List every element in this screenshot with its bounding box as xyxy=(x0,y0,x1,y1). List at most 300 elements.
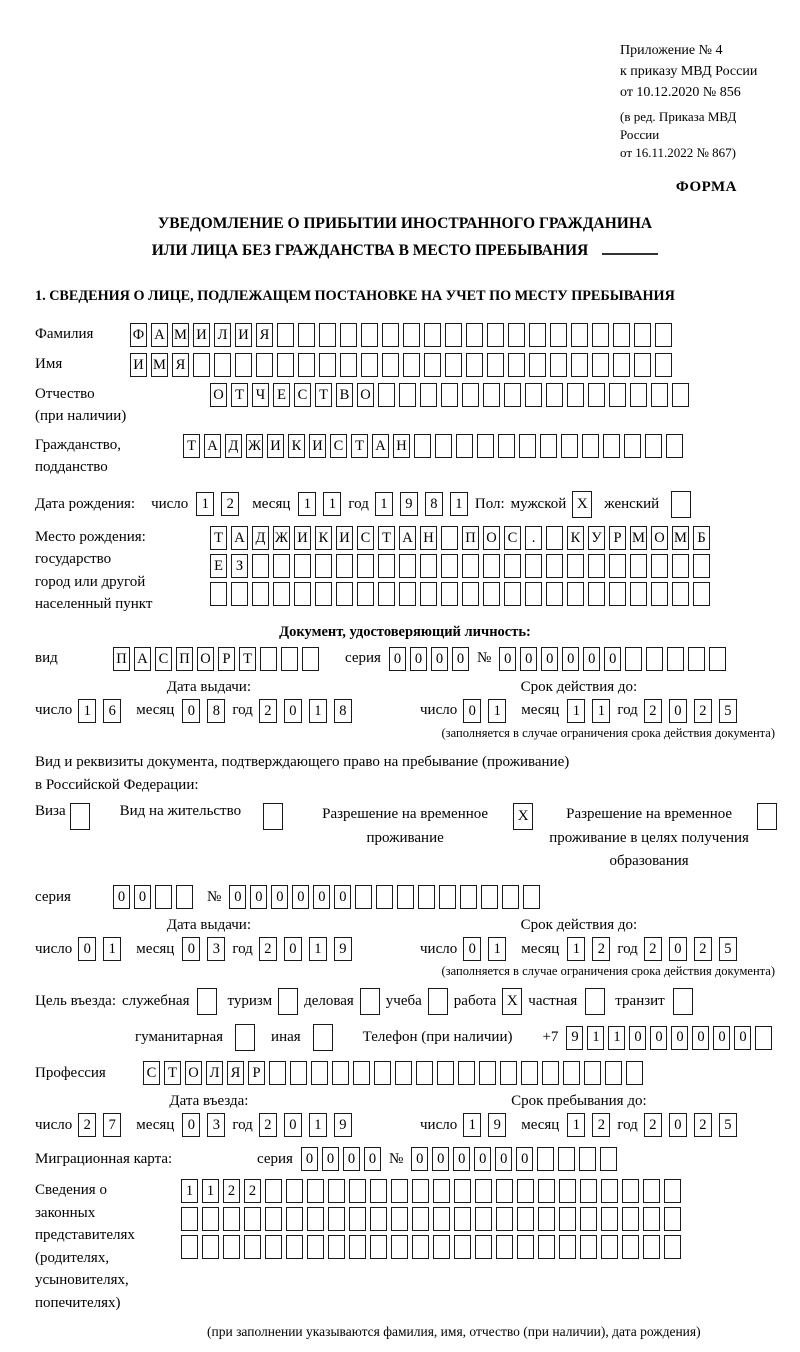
char-cell[interactable]: 0 xyxy=(692,1026,709,1050)
char-cell-empty[interactable] xyxy=(441,554,458,578)
char-cell-empty[interactable] xyxy=(601,1207,618,1231)
char-cell[interactable]: 3 xyxy=(207,1113,225,1137)
visa-checkbox[interactable] xyxy=(70,803,90,830)
char-cell[interactable]: Е xyxy=(273,383,290,407)
char-cell[interactable]: 0 xyxy=(516,1147,533,1171)
char-cell-empty[interactable] xyxy=(307,1207,324,1231)
char-cell-empty[interactable] xyxy=(202,1235,219,1259)
char-cell-empty[interactable] xyxy=(529,323,546,347)
char-cell[interactable]: И xyxy=(336,526,353,550)
char-cell[interactable]: 0 xyxy=(474,1147,491,1171)
char-cell-empty[interactable] xyxy=(630,582,647,606)
char-cell[interactable]: У xyxy=(588,526,605,550)
purpose-study-checkbox[interactable] xyxy=(428,988,448,1015)
char-cell[interactable]: Я xyxy=(172,353,189,377)
char-cell[interactable]: 9 xyxy=(334,1113,352,1137)
char-cell[interactable]: 1 xyxy=(103,937,121,961)
char-cell-empty[interactable] xyxy=(441,582,458,606)
char-cell-empty[interactable] xyxy=(571,323,588,347)
char-cell-empty[interactable] xyxy=(155,885,172,909)
char-cell-empty[interactable] xyxy=(214,353,231,377)
char-cell[interactable]: Ч xyxy=(252,383,269,407)
char-cell-empty[interactable] xyxy=(559,1207,576,1231)
char-cell-empty[interactable] xyxy=(378,383,395,407)
char-cell[interactable]: М xyxy=(672,526,689,550)
char-cell[interactable]: В xyxy=(336,383,353,407)
char-cell[interactable]: Р xyxy=(248,1061,265,1085)
purpose-humanitarian-checkbox[interactable] xyxy=(235,1024,255,1051)
char-cell[interactable]: 5 xyxy=(719,1113,737,1137)
char-cell-empty[interactable] xyxy=(538,1235,555,1259)
char-cell-empty[interactable] xyxy=(235,353,252,377)
char-cell[interactable]: 0 xyxy=(134,885,151,909)
char-cell-empty[interactable] xyxy=(265,1207,282,1231)
char-cell[interactable]: 0 xyxy=(313,885,330,909)
char-cell-empty[interactable] xyxy=(286,1179,303,1203)
char-cell-empty[interactable] xyxy=(340,353,357,377)
char-cell-empty[interactable] xyxy=(370,1179,387,1203)
char-cell[interactable]: О xyxy=(357,383,374,407)
char-cell-empty[interactable] xyxy=(567,554,584,578)
char-cell-empty[interactable] xyxy=(651,554,668,578)
char-cell[interactable]: 2 xyxy=(259,937,277,961)
char-cell[interactable]: 0 xyxy=(463,937,481,961)
char-cell[interactable]: 0 xyxy=(301,1147,318,1171)
char-cell-empty[interactable] xyxy=(525,554,542,578)
char-cell[interactable]: 1 xyxy=(608,1026,625,1050)
char-cell-empty[interactable] xyxy=(504,582,521,606)
char-cell-empty[interactable] xyxy=(273,554,290,578)
char-cell[interactable]: 0 xyxy=(669,699,687,723)
char-cell-empty[interactable] xyxy=(546,554,563,578)
char-cell-empty[interactable] xyxy=(462,582,479,606)
char-cell-empty[interactable] xyxy=(561,434,578,458)
char-cell-empty[interactable] xyxy=(466,353,483,377)
char-cell[interactable]: 1 xyxy=(567,1113,585,1137)
char-cell-empty[interactable] xyxy=(454,1179,471,1203)
purpose-other-checkbox[interactable] xyxy=(313,1024,333,1051)
char-cell[interactable]: 0 xyxy=(292,885,309,909)
char-cell-empty[interactable] xyxy=(244,1207,261,1231)
char-cell-empty[interactable] xyxy=(328,1207,345,1231)
char-cell-empty[interactable] xyxy=(709,647,726,671)
char-cell-empty[interactable] xyxy=(395,1061,412,1085)
char-cell-empty[interactable] xyxy=(437,1061,454,1085)
char-cell-empty[interactable] xyxy=(546,582,563,606)
purpose-tourism-checkbox[interactable] xyxy=(278,988,298,1015)
char-cell-empty[interactable] xyxy=(625,647,642,671)
char-cell[interactable]: 8 xyxy=(207,699,225,723)
char-cell-empty[interactable] xyxy=(391,1207,408,1231)
char-cell-empty[interactable] xyxy=(475,1235,492,1259)
char-cell[interactable]: 0 xyxy=(499,647,516,671)
char-cell[interactable]: 3 xyxy=(207,937,225,961)
char-cell-empty[interactable] xyxy=(399,582,416,606)
char-cell[interactable]: 0 xyxy=(734,1026,751,1050)
char-cell-empty[interactable] xyxy=(202,1207,219,1231)
char-cell-empty[interactable] xyxy=(558,1147,575,1171)
char-cell[interactable]: П xyxy=(176,647,193,671)
char-cell-empty[interactable] xyxy=(693,582,710,606)
char-cell[interactable]: 2 xyxy=(244,1179,261,1203)
char-cell-empty[interactable] xyxy=(370,1207,387,1231)
char-cell-empty[interactable] xyxy=(462,554,479,578)
char-cell[interactable]: 0 xyxy=(343,1147,360,1171)
char-cell-empty[interactable] xyxy=(563,1061,580,1085)
char-cell-empty[interactable] xyxy=(445,323,462,347)
char-cell-empty[interactable] xyxy=(672,554,689,578)
char-cell-empty[interactable] xyxy=(328,1179,345,1203)
char-cell-empty[interactable] xyxy=(252,554,269,578)
char-cell-empty[interactable] xyxy=(546,526,563,550)
char-cell-empty[interactable] xyxy=(361,323,378,347)
char-cell-empty[interactable] xyxy=(433,1235,450,1259)
char-cell[interactable]: Т xyxy=(315,383,332,407)
char-cell-empty[interactable] xyxy=(420,383,437,407)
char-cell[interactable]: П xyxy=(113,647,130,671)
char-cell-empty[interactable] xyxy=(664,1235,681,1259)
char-cell[interactable]: 1 xyxy=(463,1113,481,1137)
char-cell-empty[interactable] xyxy=(584,1061,601,1085)
char-cell-empty[interactable] xyxy=(483,554,500,578)
char-cell-empty[interactable] xyxy=(646,647,663,671)
char-cell[interactable]: 9 xyxy=(488,1113,506,1137)
char-cell[interactable]: О xyxy=(197,647,214,671)
char-cell[interactable]: 1 xyxy=(309,937,327,961)
char-cell-empty[interactable] xyxy=(315,582,332,606)
char-cell-empty[interactable] xyxy=(193,353,210,377)
char-cell[interactable]: О xyxy=(185,1061,202,1085)
char-cell-empty[interactable] xyxy=(269,1061,286,1085)
char-cell-empty[interactable] xyxy=(643,1179,660,1203)
char-cell-empty[interactable] xyxy=(651,383,668,407)
char-cell-empty[interactable] xyxy=(521,1061,538,1085)
char-cell-empty[interactable] xyxy=(399,554,416,578)
char-cell-empty[interactable] xyxy=(223,1235,240,1259)
char-cell[interactable]: А xyxy=(204,434,221,458)
char-cell-empty[interactable] xyxy=(281,647,298,671)
char-cell[interactable]: 1 xyxy=(309,1113,327,1137)
char-cell[interactable]: 0 xyxy=(284,1113,302,1137)
char-cell-empty[interactable] xyxy=(361,353,378,377)
char-cell-empty[interactable] xyxy=(755,1026,772,1050)
char-cell-empty[interactable] xyxy=(353,1061,370,1085)
char-cell[interactable]: И xyxy=(309,434,326,458)
char-cell[interactable]: М xyxy=(630,526,647,550)
char-cell-empty[interactable] xyxy=(538,1179,555,1203)
char-cell-empty[interactable] xyxy=(622,1207,639,1231)
char-cell-empty[interactable] xyxy=(571,353,588,377)
purpose-business-checkbox[interactable] xyxy=(360,988,380,1015)
char-cell[interactable]: 1 xyxy=(202,1179,219,1203)
char-cell[interactable]: 0 xyxy=(520,647,537,671)
char-cell-empty[interactable] xyxy=(645,434,662,458)
char-cell[interactable]: К xyxy=(288,434,305,458)
char-cell[interactable]: 0 xyxy=(583,647,600,671)
char-cell-empty[interactable] xyxy=(277,353,294,377)
char-cell[interactable]: 0 xyxy=(322,1147,339,1171)
char-cell-empty[interactable] xyxy=(567,582,584,606)
char-cell-empty[interactable] xyxy=(441,526,458,550)
char-cell[interactable]: 0 xyxy=(250,885,267,909)
char-cell[interactable]: Л xyxy=(214,323,231,347)
char-cell[interactable]: 2 xyxy=(694,937,712,961)
char-cell-empty[interactable] xyxy=(688,647,705,671)
char-cell-empty[interactable] xyxy=(349,1179,366,1203)
char-cell-empty[interactable] xyxy=(252,582,269,606)
char-cell[interactable]: Т xyxy=(231,383,248,407)
char-cell-empty[interactable] xyxy=(630,554,647,578)
char-cell-empty[interactable] xyxy=(420,582,437,606)
char-cell-empty[interactable] xyxy=(391,1235,408,1259)
char-cell-empty[interactable] xyxy=(307,1179,324,1203)
char-cell[interactable]: Е xyxy=(210,554,227,578)
char-cell[interactable]: 2 xyxy=(259,699,277,723)
purpose-work-checkbox[interactable]: X xyxy=(502,988,522,1015)
char-cell[interactable]: 2 xyxy=(694,699,712,723)
char-cell[interactable]: И xyxy=(235,323,252,347)
char-cell[interactable]: 1 xyxy=(567,699,585,723)
char-cell-empty[interactable] xyxy=(302,647,319,671)
char-cell-empty[interactable] xyxy=(582,434,599,458)
char-cell[interactable]: 9 xyxy=(566,1026,583,1050)
char-cell-empty[interactable] xyxy=(609,582,626,606)
char-cell-empty[interactable] xyxy=(502,885,519,909)
char-cell-empty[interactable] xyxy=(567,383,584,407)
char-cell[interactable]: 0 xyxy=(334,885,351,909)
char-cell-empty[interactable] xyxy=(294,582,311,606)
char-cell-empty[interactable] xyxy=(504,383,521,407)
char-cell[interactable]: 0 xyxy=(463,699,481,723)
char-cell[interactable]: 0 xyxy=(389,647,406,671)
char-cell[interactable]: К xyxy=(567,526,584,550)
char-cell-empty[interactable] xyxy=(357,554,374,578)
char-cell-empty[interactable] xyxy=(588,383,605,407)
char-cell-empty[interactable] xyxy=(403,323,420,347)
char-cell-empty[interactable] xyxy=(529,353,546,377)
char-cell-empty[interactable] xyxy=(609,383,626,407)
char-cell-empty[interactable] xyxy=(693,554,710,578)
char-cell-empty[interactable] xyxy=(643,1207,660,1231)
char-cell-empty[interactable] xyxy=(349,1207,366,1231)
char-cell-empty[interactable] xyxy=(311,1061,328,1085)
char-cell[interactable]: 1 xyxy=(375,492,393,516)
char-cell-empty[interactable] xyxy=(424,353,441,377)
char-cell-empty[interactable] xyxy=(294,554,311,578)
char-cell[interactable]: Р xyxy=(218,647,235,671)
char-cell-empty[interactable] xyxy=(609,554,626,578)
char-cell-empty[interactable] xyxy=(403,353,420,377)
char-cell-empty[interactable] xyxy=(435,434,452,458)
char-cell-empty[interactable] xyxy=(397,885,414,909)
char-cell-empty[interactable] xyxy=(483,582,500,606)
char-cell[interactable]: Л xyxy=(206,1061,223,1085)
char-cell[interactable]: Д xyxy=(252,526,269,550)
char-cell-empty[interactable] xyxy=(336,582,353,606)
char-cell[interactable]: 5 xyxy=(719,699,737,723)
char-cell-empty[interactable] xyxy=(355,885,372,909)
char-cell-empty[interactable] xyxy=(603,434,620,458)
char-cell[interactable]: С xyxy=(155,647,172,671)
char-cell[interactable]: 0 xyxy=(411,1147,428,1171)
char-cell[interactable]: И xyxy=(294,526,311,550)
char-cell[interactable]: А xyxy=(231,526,248,550)
char-cell-empty[interactable] xyxy=(508,323,525,347)
char-cell-empty[interactable] xyxy=(483,383,500,407)
char-cell-empty[interactable] xyxy=(496,1235,513,1259)
char-cell[interactable]: О xyxy=(483,526,500,550)
char-cell-empty[interactable] xyxy=(666,434,683,458)
char-cell-empty[interactable] xyxy=(256,353,273,377)
purpose-transit-checkbox[interactable] xyxy=(673,988,693,1015)
char-cell-empty[interactable] xyxy=(265,1179,282,1203)
char-cell-empty[interactable] xyxy=(605,1061,622,1085)
char-cell[interactable]: Т xyxy=(351,434,368,458)
char-cell[interactable]: 5 xyxy=(719,937,737,961)
char-cell-empty[interactable] xyxy=(319,323,336,347)
char-cell[interactable]: 1 xyxy=(488,937,506,961)
char-cell-empty[interactable] xyxy=(223,1207,240,1231)
char-cell-empty[interactable] xyxy=(328,1235,345,1259)
char-cell-empty[interactable] xyxy=(479,1061,496,1085)
char-cell[interactable]: 0 xyxy=(669,937,687,961)
char-cell-empty[interactable] xyxy=(537,1147,554,1171)
char-cell-empty[interactable] xyxy=(672,582,689,606)
char-cell-empty[interactable] xyxy=(613,353,630,377)
char-cell-empty[interactable] xyxy=(244,1235,261,1259)
char-cell[interactable]: 0 xyxy=(562,647,579,671)
char-cell-empty[interactable] xyxy=(580,1179,597,1203)
char-cell[interactable]: 0 xyxy=(713,1026,730,1050)
char-cell-empty[interactable] xyxy=(613,323,630,347)
char-cell-empty[interactable] xyxy=(655,323,672,347)
char-cell-empty[interactable] xyxy=(414,434,431,458)
char-cell-empty[interactable] xyxy=(412,1207,429,1231)
char-cell-empty[interactable] xyxy=(622,1179,639,1203)
char-cell-empty[interactable] xyxy=(456,434,473,458)
char-cell-empty[interactable] xyxy=(540,434,557,458)
char-cell[interactable]: 0 xyxy=(604,647,621,671)
char-cell[interactable]: 1 xyxy=(298,492,316,516)
char-cell[interactable]: 0 xyxy=(271,885,288,909)
char-cell-empty[interactable] xyxy=(592,353,609,377)
char-cell[interactable]: 7 xyxy=(103,1113,121,1137)
char-cell-empty[interactable] xyxy=(519,434,536,458)
char-cell[interactable]: А xyxy=(151,323,168,347)
char-cell[interactable]: 9 xyxy=(400,492,418,516)
char-cell-empty[interactable] xyxy=(517,1235,534,1259)
char-cell[interactable]: 8 xyxy=(425,492,443,516)
char-cell-empty[interactable] xyxy=(181,1207,198,1231)
char-cell[interactable]: О xyxy=(651,526,668,550)
char-cell[interactable]: 0 xyxy=(495,1147,512,1171)
char-cell[interactable]: П xyxy=(462,526,479,550)
char-cell[interactable]: С xyxy=(143,1061,160,1085)
char-cell-empty[interactable] xyxy=(592,323,609,347)
char-cell-empty[interactable] xyxy=(546,383,563,407)
char-cell-empty[interactable] xyxy=(458,1061,475,1085)
char-cell[interactable]: Т xyxy=(164,1061,181,1085)
char-cell-empty[interactable] xyxy=(382,353,399,377)
char-cell-empty[interactable] xyxy=(559,1179,576,1203)
temp-residence-edu-checkbox[interactable] xyxy=(757,803,777,830)
char-cell[interactable]: 0 xyxy=(284,699,302,723)
char-cell[interactable]: И xyxy=(193,323,210,347)
char-cell-empty[interactable] xyxy=(416,1061,433,1085)
char-cell-empty[interactable] xyxy=(655,353,672,377)
char-cell-empty[interactable] xyxy=(626,1061,643,1085)
char-cell-empty[interactable] xyxy=(336,554,353,578)
purpose-private-checkbox[interactable] xyxy=(585,988,605,1015)
char-cell[interactable]: 2 xyxy=(644,699,662,723)
char-cell-empty[interactable] xyxy=(349,1235,366,1259)
char-cell-empty[interactable] xyxy=(277,323,294,347)
char-cell-empty[interactable] xyxy=(460,885,477,909)
char-cell[interactable]: Н xyxy=(393,434,410,458)
char-cell[interactable]: 0 xyxy=(432,1147,449,1171)
char-cell[interactable]: 0 xyxy=(669,1113,687,1137)
char-cell-empty[interactable] xyxy=(588,582,605,606)
char-cell-empty[interactable] xyxy=(634,323,651,347)
char-cell[interactable]: 1 xyxy=(587,1026,604,1050)
char-cell[interactable]: 0 xyxy=(182,699,200,723)
char-cell-empty[interactable] xyxy=(550,323,567,347)
char-cell[interactable]: 0 xyxy=(229,885,246,909)
purpose-official-checkbox[interactable] xyxy=(197,988,217,1015)
char-cell-empty[interactable] xyxy=(454,1207,471,1231)
char-cell[interactable]: . xyxy=(525,526,542,550)
char-cell[interactable]: Я xyxy=(256,323,273,347)
char-cell[interactable]: 2 xyxy=(259,1113,277,1137)
char-cell-empty[interactable] xyxy=(630,383,647,407)
char-cell-empty[interactable] xyxy=(517,1207,534,1231)
char-cell-empty[interactable] xyxy=(487,353,504,377)
char-cell[interactable]: 1 xyxy=(196,492,214,516)
char-cell[interactable]: 2 xyxy=(592,937,610,961)
char-cell[interactable]: 1 xyxy=(592,699,610,723)
char-cell-empty[interactable] xyxy=(176,885,193,909)
char-cell-empty[interactable] xyxy=(667,647,684,671)
char-cell[interactable]: А xyxy=(134,647,151,671)
char-cell[interactable]: 6 xyxy=(103,699,121,723)
char-cell[interactable]: 0 xyxy=(453,1147,470,1171)
char-cell[interactable]: С xyxy=(504,526,521,550)
residence-permit-checkbox[interactable] xyxy=(263,803,283,830)
char-cell-empty[interactable] xyxy=(260,647,277,671)
char-cell-empty[interactable] xyxy=(634,353,651,377)
char-cell-empty[interactable] xyxy=(601,1235,618,1259)
char-cell[interactable]: Т xyxy=(239,647,256,671)
char-cell-empty[interactable] xyxy=(466,323,483,347)
char-cell[interactable]: 1 xyxy=(323,492,341,516)
male-checkbox[interactable]: X xyxy=(572,491,592,518)
char-cell-empty[interactable] xyxy=(433,1179,450,1203)
char-cell-empty[interactable] xyxy=(418,885,435,909)
char-cell-empty[interactable] xyxy=(376,885,393,909)
char-cell[interactable]: 0 xyxy=(541,647,558,671)
char-cell[interactable]: 0 xyxy=(182,1113,200,1137)
char-cell-empty[interactable] xyxy=(391,1179,408,1203)
char-cell-empty[interactable] xyxy=(523,885,540,909)
char-cell-empty[interactable] xyxy=(496,1207,513,1231)
char-cell[interactable]: Т xyxy=(210,526,227,550)
char-cell[interactable]: 0 xyxy=(78,937,96,961)
char-cell-empty[interactable] xyxy=(538,1207,555,1231)
char-cell-empty[interactable] xyxy=(588,554,605,578)
char-cell[interactable]: 0 xyxy=(113,885,130,909)
char-cell-empty[interactable] xyxy=(210,582,227,606)
char-cell-empty[interactable] xyxy=(441,383,458,407)
